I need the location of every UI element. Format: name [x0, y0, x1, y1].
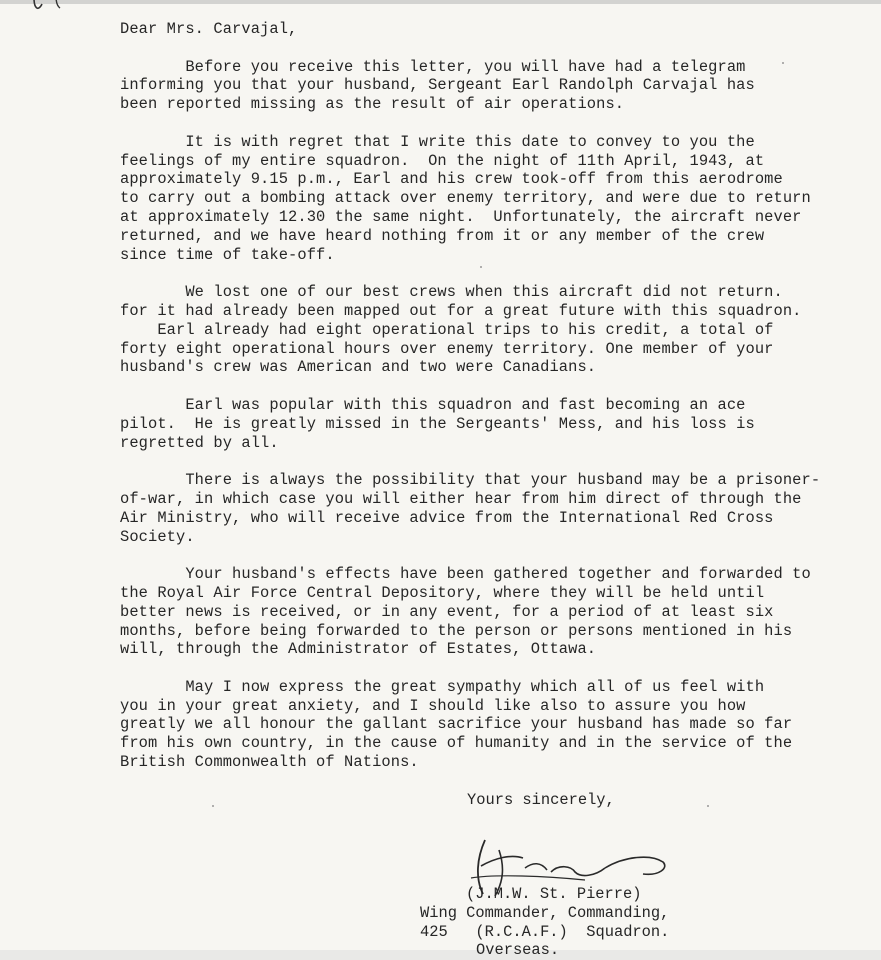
signer-title: Wing Commander, Commanding,	[420, 903, 670, 922]
paragraph-2	[120, 133, 850, 265]
paragraph-line: since time of take-off.	[120, 245, 335, 264]
paragraph-line: to carry out a bombing attack over enemy territory, and were due to return	[120, 189, 811, 208]
paper-speck	[707, 805, 709, 807]
scan-top-edge	[0, 0, 881, 4]
paragraph-line: British Commonwealth of Nations.	[120, 753, 419, 772]
paragraph-line: Before you receive this letter, you will have had a telegram	[120, 57, 746, 76]
paragraph-line: better news is received, or in any event, for a period of at least six	[120, 602, 774, 621]
paragraph-line: pilot. He is greatly missed in the Sergeants' Mess, and his loss is	[120, 414, 755, 433]
paragraph-line: We lost one of our best crews when this aircraft did not return.	[120, 283, 783, 302]
paragraph-line: May I now express the great sympathy which all of us feel with	[120, 677, 765, 696]
paragraph-line: regretted by all.	[120, 433, 279, 452]
signer-location: Overseas.	[476, 941, 560, 960]
paragraph-line: from his own country, in the cause of humanity and in the service of the	[120, 734, 793, 753]
paragraph-line: for it had already been mapped out for a great future with this squadron.	[120, 301, 802, 320]
paragraph-line: will, through the Administrator of Estates, Ottawa.	[120, 640, 597, 659]
paragraph-line: of-war, in which case you will either hear from him direct of through the	[120, 489, 802, 508]
salutation: Dear Mrs. Carvajal,	[120, 20, 298, 38]
paper-speck	[782, 62, 784, 64]
closing: Yours sincerely,	[467, 791, 615, 809]
pen-mark-icon	[28, 0, 68, 18]
paragraph-line: approximately 9.15 p.m., Earl and his crew took-off from this aerodrome	[120, 170, 783, 189]
paper-speck	[212, 805, 214, 807]
paragraph-line: There is always the possibility that your husband may be a prisoner-	[120, 471, 821, 490]
paragraph-1	[120, 58, 850, 114]
paper-speck	[480, 266, 482, 268]
paragraph-line: Earl was popular with this squadron and fast becoming an ace	[120, 395, 746, 414]
paragraph-line: greatly we all honour the gallant sacrifice your husband has made so far	[120, 715, 793, 734]
paragraph-line: been reported missing as the result of air operations.	[120, 95, 625, 114]
paragraph-line: Your husband's effects have been gathered together and forwarded to	[120, 565, 811, 584]
paragraph-3	[120, 283, 850, 377]
paragraph-line: husband's crew was American and two were Canadians.	[120, 358, 597, 377]
paragraph-7	[120, 678, 850, 772]
paragraph-line: months, before being forwarded to the person or persons mentioned in his	[120, 621, 793, 640]
signer-unit: 425 (R.C.A.F.) Squadron.	[420, 922, 670, 941]
paragraph-line: It is with regret that I write this date to convey to you the	[120, 132, 755, 151]
paragraph-line: informing you that your husband, Sergeant Earl Randolph Carvajal has	[120, 76, 755, 95]
paragraph-line: feelings of my entire squadron. On the night of 11th April, 1943, at	[120, 151, 765, 170]
paragraph-line: forty eight operational hours over enemy territory. One member of your	[120, 339, 774, 358]
paragraph-5	[120, 471, 850, 546]
paragraph-4	[120, 396, 850, 452]
signer-name: (J.M.W. St. Pierre)	[466, 885, 642, 903]
signature-block	[420, 885, 669, 960]
paragraph-line: Earl already had eight operational trips to his credit, a total of	[120, 320, 774, 339]
paragraph-line: at approximately 12.30 the same night. Unfortunately, the aircraft never	[120, 207, 802, 226]
paragraph-line: the Royal Air Force Central Depository, where they will be held until	[120, 583, 765, 602]
letter-body	[120, 20, 850, 772]
paragraph-line: Society.	[120, 527, 195, 546]
paragraph-6	[120, 565, 850, 659]
paragraph-line: returned, and we have heard nothing from it or any member of the crew	[120, 226, 765, 245]
paragraph-line: you in your great anxiety, and I should like also to assure you how	[120, 696, 746, 715]
paragraph-line: Air Ministry, who will receive advice from the International Red Cross	[120, 508, 774, 527]
